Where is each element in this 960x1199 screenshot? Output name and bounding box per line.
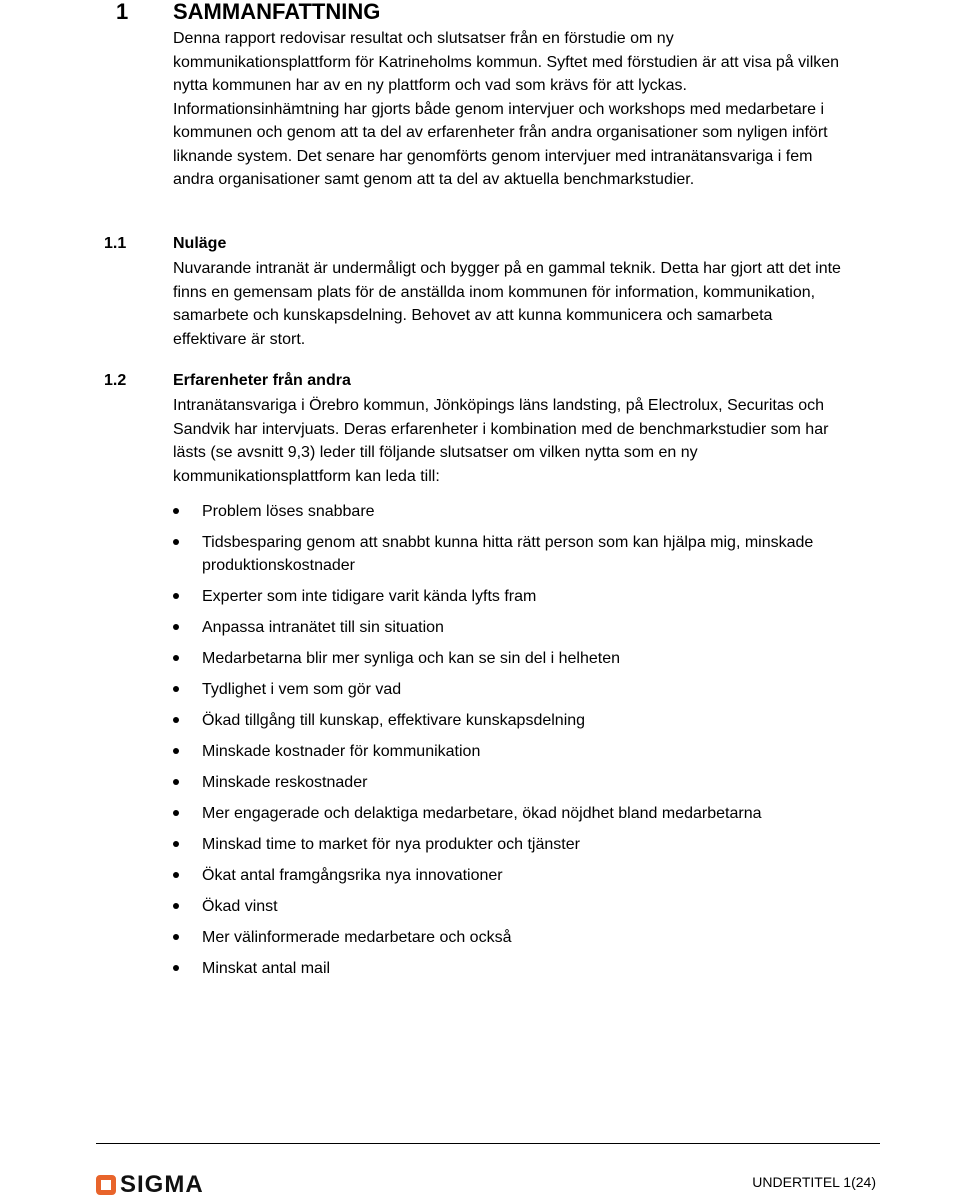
page-label: UNDERTITEL 1(24) (752, 1174, 876, 1190)
subsection-title: Nuläge (173, 235, 227, 252)
logo-text: SIGMA (120, 1171, 204, 1198)
list-item: Mer välinformerade medarbetare och också (173, 926, 873, 949)
summary-paragraph: Denna rapport redovisar resultat och slutsatser från en förstudie om ny kommunikationsplattform för Katrineholms kommun. Syftet med förstudien är att visa på vilken nytta kommunen har av en ny plattform och vad som krävs för att lyckas. Informationsinhämtning har gjorts både genom intervjuer och workshops med medarbetare i kommunen och genom att ta del av erfarenheter från andra organisationer som nyligen infört liknande system. Det senare har genomförts genom intervjuer med intranätansvariga i fem andra organisationer samt genom att ta del av aktuella benchmarkstudier. (173, 30, 840, 188)
list-item: Medarbetarna blir mer synliga och kan se sin del i helheten (173, 647, 873, 670)
bullet-icon (173, 934, 179, 940)
bullet-icon (173, 903, 179, 909)
list-item: Tydlighet i vem som gör vad (173, 678, 873, 701)
bullet-icon (173, 686, 179, 692)
list-item: Ökat antal framgångsrika nya innovationer (173, 864, 873, 887)
bullet-icon (173, 965, 179, 971)
bullet-icon (173, 810, 179, 816)
bullet-icon (173, 841, 179, 847)
section-title: SAMMANFATTNING (173, 0, 381, 24)
bullet-icon (173, 717, 179, 723)
bullet-icon (173, 539, 179, 545)
subsection-number: 1.1 (104, 235, 127, 252)
list-item: Ökad vinst (173, 895, 873, 918)
subsection-number: 1.2 (104, 372, 127, 389)
bullet-icon (173, 779, 179, 785)
nulage-paragraph: Nuvarande intranät är undermåligt och bygger på en gammal teknik. Detta har gjort att det inte finns en gemensam plats för de anställda inom kommunen för information, kommunikation, samarbete och kunskapsdelning. Behovet av att kunna kommunicera och samarbeta effektivare är stort. (173, 260, 841, 348)
list-item: Minskade kostnader för kommunikation (173, 740, 873, 763)
list-item: Mer engagerade och delaktiga medarbetare, ökad nöjdhet bland medarbetarna (173, 802, 873, 825)
list-item: Problem löses snabbare (173, 500, 873, 523)
list-item: Experter som inte tidigare varit kända lyfts fram (173, 585, 873, 608)
list-item: Minskat antal mail (173, 957, 873, 980)
bullet-icon (173, 508, 179, 514)
erfarenheter-paragraph: Intranätansvariga i Örebro kommun, Jönköpings läns landsting, på Electrolux, Securitas och Sandvik har intervjuats. Deras erfarenheter i kombination med de benchmarkstudier som har lästs (se avsnitt 9,3) leder till följande slutsatser om vilken nytta som en ny kommunikationsplattform kan leda till: (173, 397, 829, 485)
list-item: Tidsbesparing genom att snabbt kunna hitta rätt person som kan hjälpa mig, minskade produktionskostnader (173, 531, 873, 577)
list-item: Minskad time to market för nya produkter och tjänster (173, 833, 873, 856)
footer-divider (96, 1143, 880, 1144)
sigma-logo-icon (96, 1175, 116, 1195)
bullet-icon (173, 872, 179, 878)
benefits-list (173, 500, 873, 988)
bullet-icon (173, 748, 179, 754)
sigma-logo (96, 1171, 204, 1199)
bullet-icon (173, 624, 179, 630)
list-item: Anpassa intranätet till sin situation (173, 616, 873, 639)
section-number: 1 (116, 0, 129, 24)
list-item: Minskade reskostnader (173, 771, 873, 794)
list-item: Ökad tillgång till kunskap, effektivare kunskapsdelning (173, 709, 873, 732)
bullet-icon (173, 593, 179, 599)
subsection-title: Erfarenheter från andra (173, 372, 351, 389)
bullet-icon (173, 655, 179, 661)
